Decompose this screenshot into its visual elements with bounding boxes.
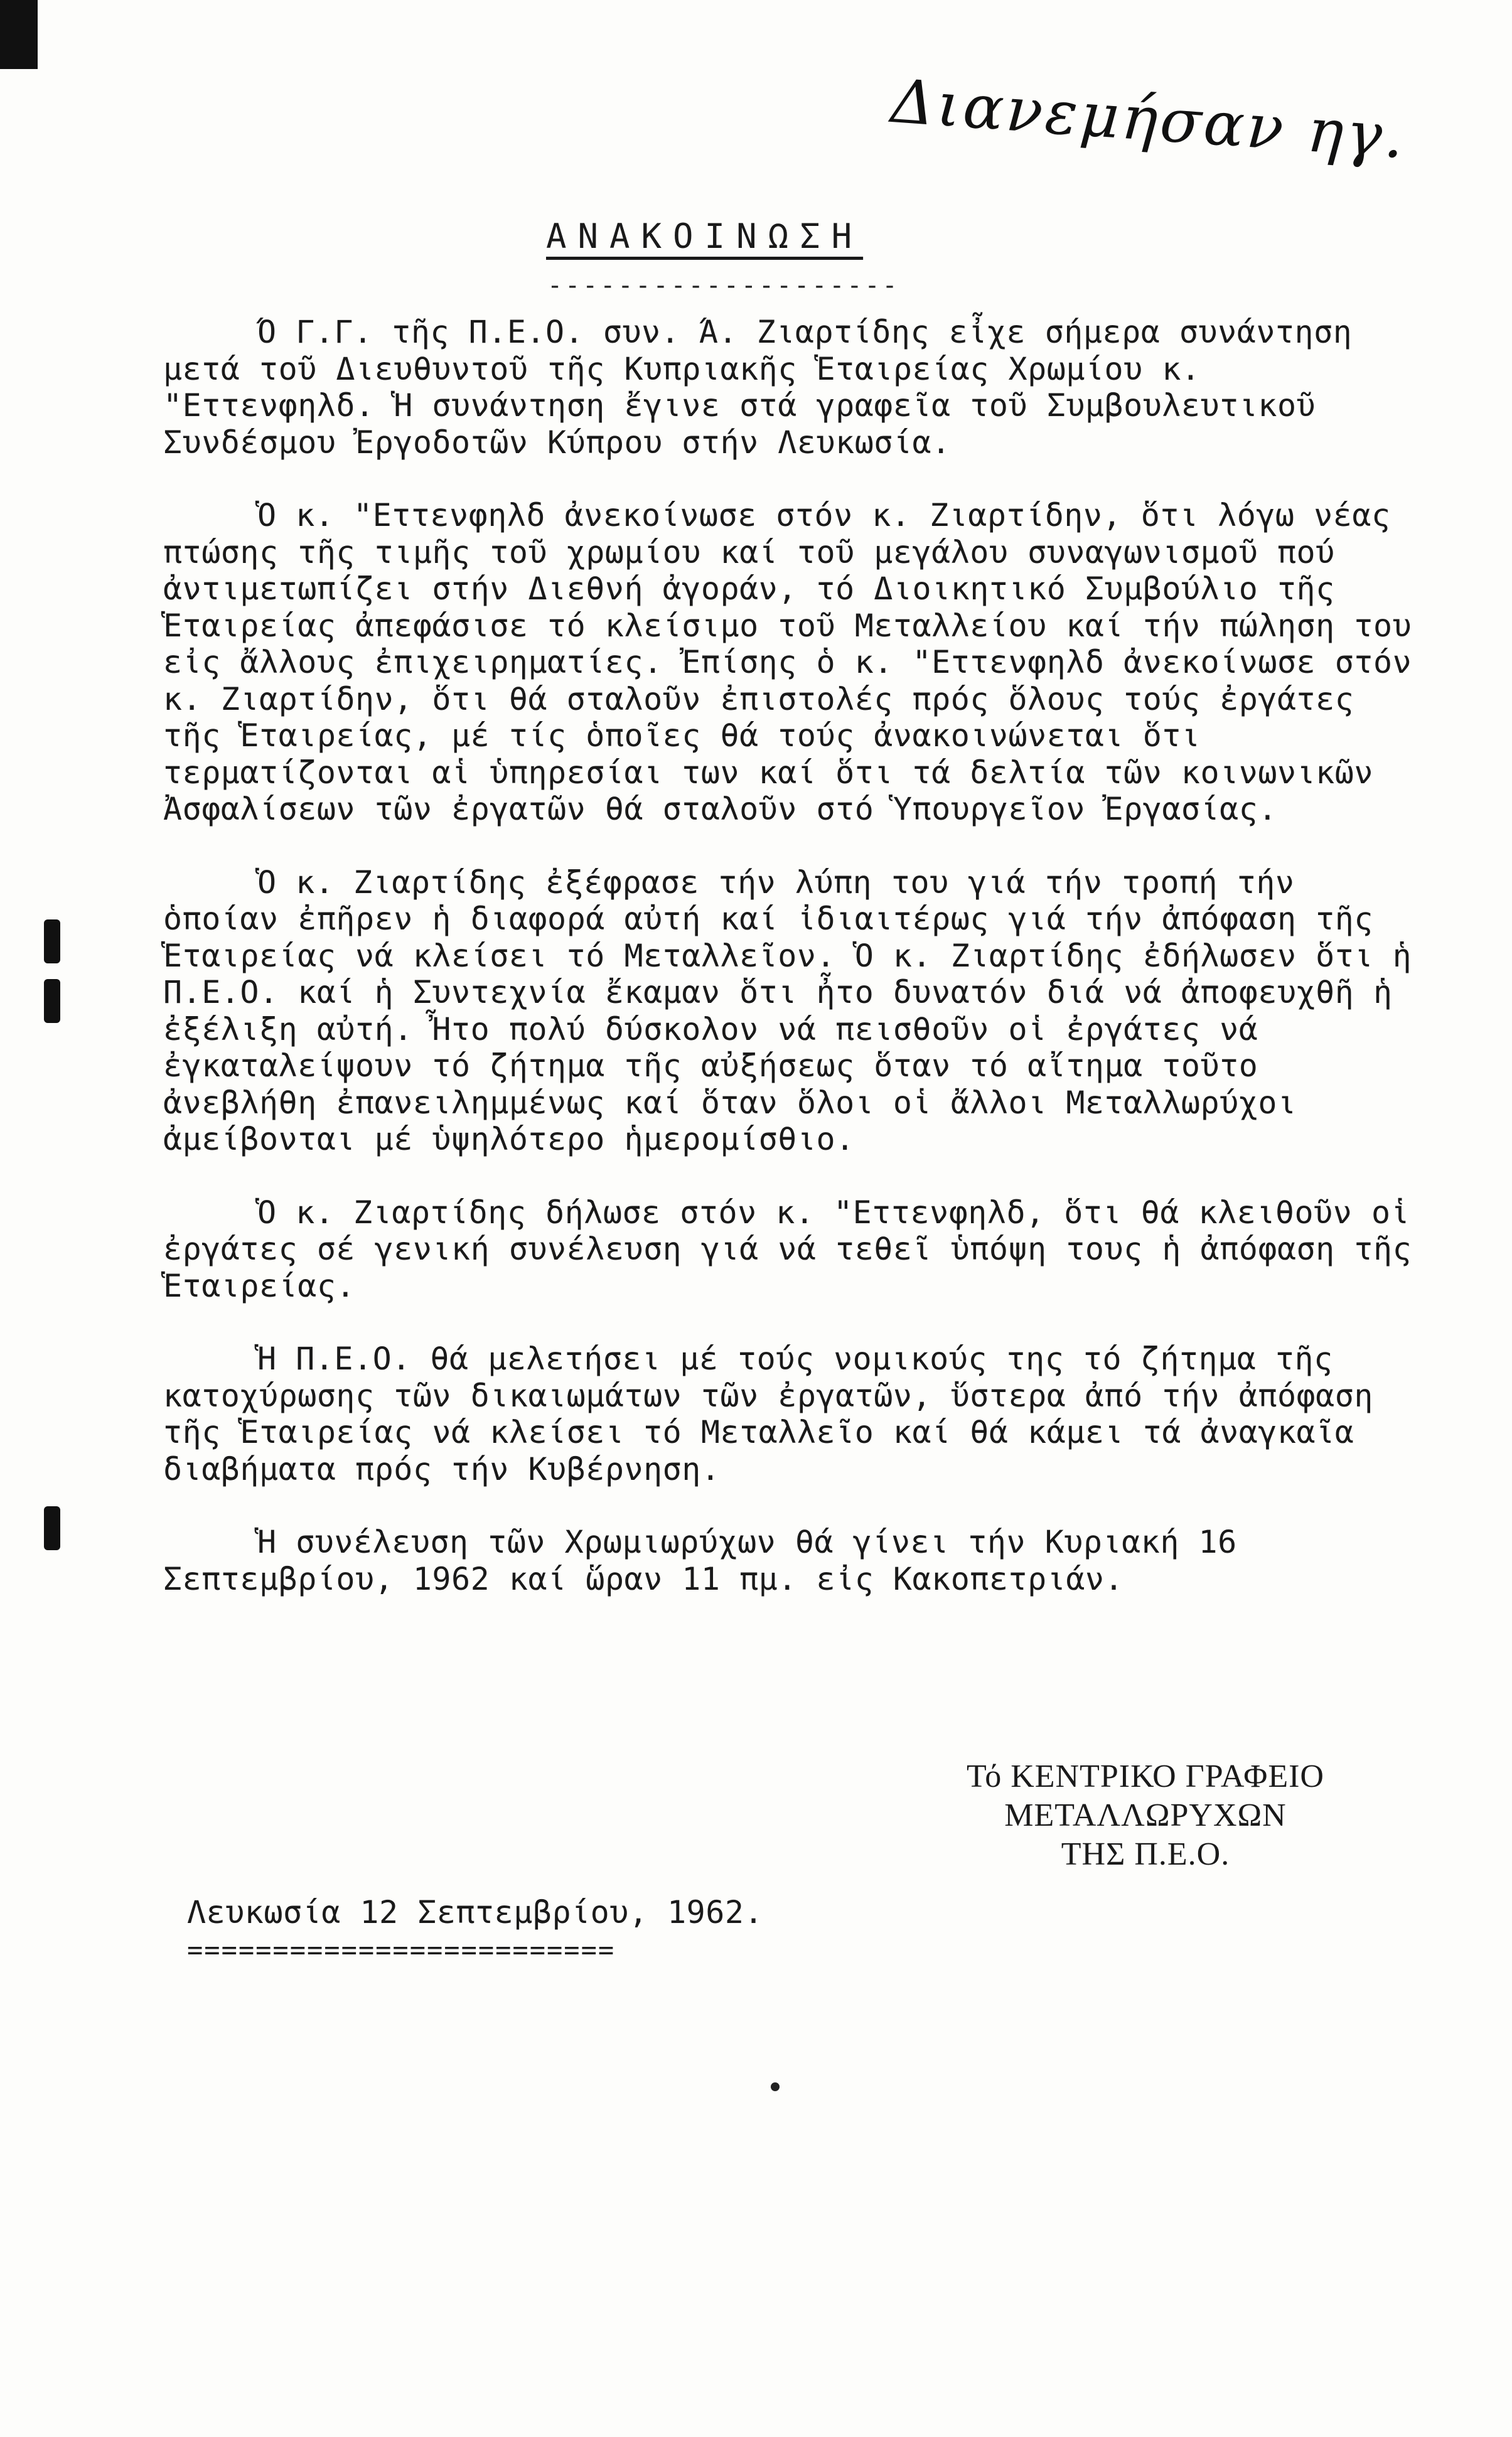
paragraph-closure-announcement: Ὁ κ. "Εττενφηλδ ἀνεκοίνωσε στόν κ. Ζιαρτίδην, ὅτι λόγω νέας πτώσης τῆς τιμῆς τοῦ χρωμίου καί τοῦ μεγάλου συναγωνισμοῦ πού ἀντιμετωπίζει στήν Διεθνή ἀγοράν, τό Διοικητικό Συμβούλιο τῆς Ἑταιρείας ἀπεφάσισε τό κλείσιμο τοῦ Μεταλλείου καί τήν πώληση του εἰς ἄλλους ἐπιχειρηματίες. Ἐπίσης ὁ κ. "Εττενφηλδ ἀνεκοίνωσε στόν κ. Ζιαρτίδην, ὅτι θά σταλοῦν ἐπιστολές πρός ὅλους τούς ἐργάτες τῆς Ἑταιρείας, μέ τίς ὁποῖες θά τούς ἀνακοινώνεται ὅτι τερματίζονται αἱ ὑπηρεσίαι των καί ὅτι τά δελτία τῶν κοινωνικῶν Ἀσφαλίσεων τῶν ἐργατῶν θά σταλοῦν στό Ὑπουργεῖον Ἐργασίας.: [163, 497, 1412, 827]
paragraph-regret: Ὁ κ. Ζιαρτίδης ἐξέφρασε τήν λύπη του γιά τήν τροπή τήν ὁποίαν ἐπῆρεν ἡ διαφορά αὐτή καί ἰδιαιτέρως γιά τήν ἀπόφαση τῆς Ἑταιρείας νά κλείσει τό Μεταλλεῖον. Ὁ κ. Ζιαρτίδης ἐδήλωσεν ὅτι ἡ Π.Ε.Ο. καί ἡ Συντεχνία ἔκαμαν ὅτι ἦτο δυνατόν διά νά ἀποφευχθῆ ἡ ἐξέλιξη αὐτή. Ἦτο πολύ δύσκολον νά πεισθοῦν οἱ ἐργάτες νά ἐγκαταλείψουν τό ζήτημα τῆς αὐξήσεως ὅταν τό αἴτημα τοῦτο ἀνεβλήθη ἐπανειλημμένως καί ὅταν ὅλοι οἱ ἄλλοι Μεταλλωρύχοι ἀμείβονται μέ ὑψηλότερο ἡμερομίσθιο.: [163, 864, 1412, 1157]
binder-mark-bottom: [44, 1506, 60, 1550]
binder-mark-top: [44, 919, 60, 963]
dateline: Λευκωσία 12 Σεπτεμβρίου, 1962.: [187, 1894, 764, 1931]
signature-line-office: Τό ΚΕΝΤΡΙΚΟ ΓΡΑΦΕΙΟ ΜΕΤΑΛΛΩΡΥΧΩΝ: [967, 1759, 1324, 1833]
title-underline-rule: --------------------: [547, 271, 900, 300]
paragraph-general-assembly: Ὁ κ. Ζιαρτίδης δήλωσε στόν κ. "Εττενφηλδ, ὅτι θά κλειθοῦν οἱ ἐργάτες σέ γενική συνέλευση γιά νά τεθεῖ ὑπόψη τους ἡ ἀπόφαση τῆς Ἑταιρείας.: [163, 1194, 1412, 1304]
document-title: ΑΝΑΚΟΙΝΩΣΗ: [546, 217, 864, 256]
paragraph-meeting-date: Ἡ συνέλευση τῶν Χρωμιωρύχων θά γίνει τήν Κυριακή 16 Σεπτεμβρίου, 1962 καί ὥραν 11 πμ. εἰς Κακοπετριάν.: [163, 1524, 1237, 1597]
stray-dot: [771, 2082, 780, 2091]
binder-mark-middle: [44, 979, 60, 1023]
announcement-body: [163, 314, 1418, 1634]
paragraph-meeting: Ό Γ.Γ. τῆς Π.Ε.Ο. συν. Ά. Ζιαρτίδης εἶχε σήμερα συνάντηση μετά τοῦ Διευθυντοῦ τῆς Κυπριακῆς Ἑταιρείας Χρωμίου κ. "Εττενφηλδ. Ἡ συνάντηση ἔγινε στά γραφεῖα τοῦ Συμβουλευτικοῦ Συνδέσμου Ἐργοδοτῶν Κύπρου στήν Λευκωσία.: [163, 314, 1353, 461]
paragraph-legal-study: Ἡ Π.Ε.Ο. θά μελετήσει μέ τούς νομικούς της τό ζήτημα τῆς κατοχύρωσης τῶν δικαιωμάτων τῶν ἐργατῶν, ὕστερα ἀπό τήν ἀπόφαση τῆς Ἑταιρείας νά κλείσει τό Μεταλλεῖο καί θά κάμει τά ἀναγκαῖα διαβήματα πρός τήν Κυβέρνηση.: [163, 1341, 1373, 1487]
signature-block: [828, 1757, 1462, 1874]
signature-line-union: ΤΗΣ Π.Ε.Ο.: [1061, 1836, 1230, 1872]
dateline-rule: =========================: [187, 1934, 616, 1965]
corner-scan-mark: [0, 0, 38, 69]
handwritten-annotation: Διανεμήσαν ηγ.: [889, 66, 1409, 173]
